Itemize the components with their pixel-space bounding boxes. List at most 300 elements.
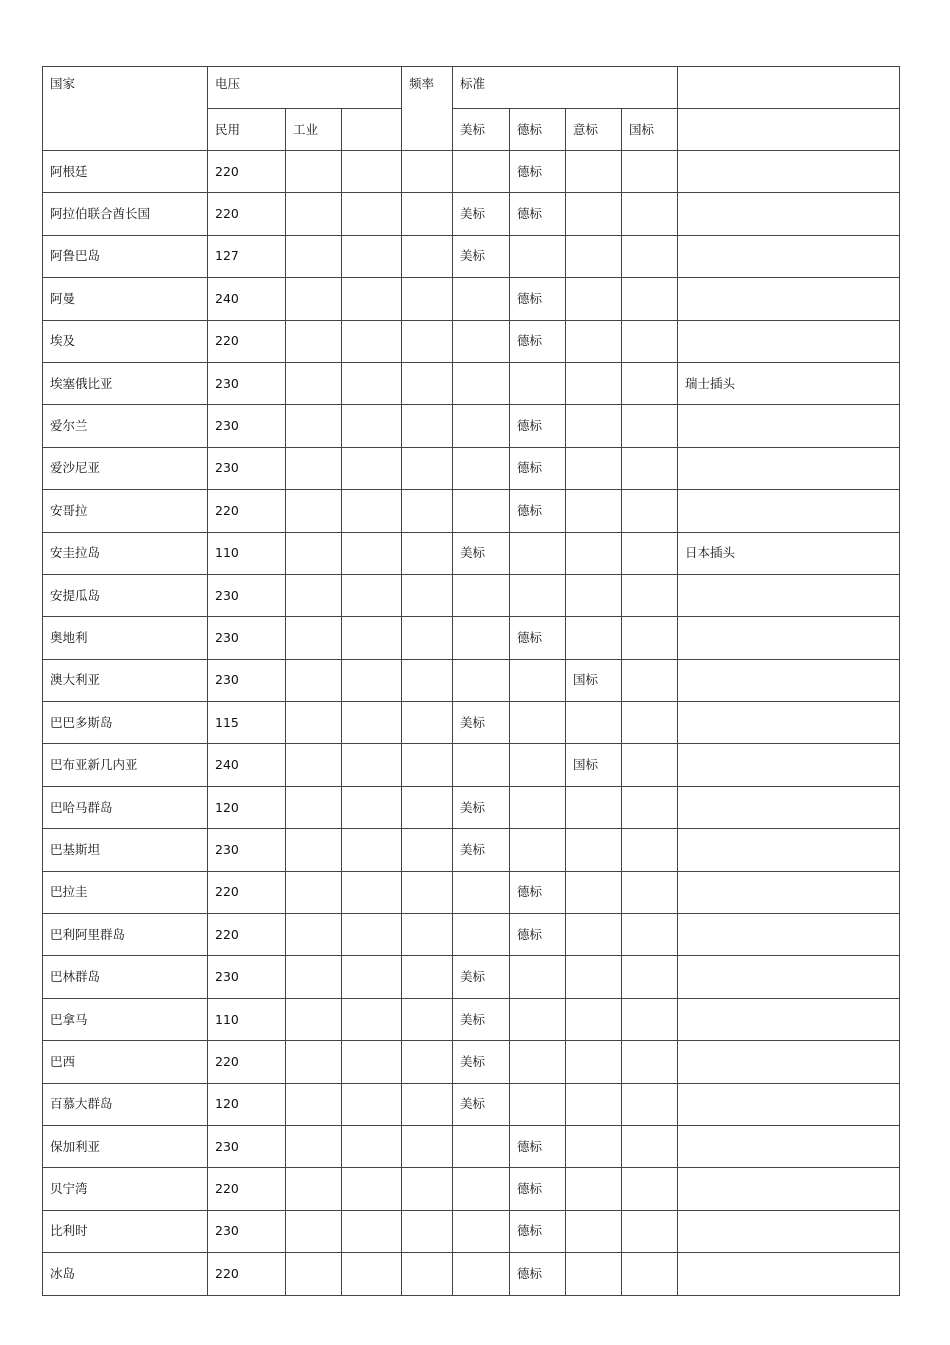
voltage-extra-cell xyxy=(342,786,402,828)
frequency-cell xyxy=(402,362,453,404)
table-row xyxy=(43,659,900,701)
voltage-extra-cell xyxy=(342,574,402,616)
note-cell xyxy=(678,871,900,913)
residential-voltage-cell: 230 xyxy=(208,447,286,489)
note-cell xyxy=(678,320,900,362)
us-standard-cell xyxy=(453,871,510,913)
intl-standard-cell xyxy=(622,1125,678,1167)
table-row xyxy=(43,1125,900,1167)
table-row xyxy=(43,278,900,320)
us-standard-cell xyxy=(453,362,510,404)
residential-voltage-cell: 230 xyxy=(208,1125,286,1167)
header-intl-standard: 国标 xyxy=(622,109,678,151)
voltage-extra-cell xyxy=(342,998,402,1040)
voltage-extra-cell xyxy=(342,659,402,701)
frequency-cell xyxy=(402,151,453,193)
note-cell xyxy=(678,914,900,956)
industrial-voltage-cell xyxy=(286,490,342,532)
it-standard-cell xyxy=(566,998,622,1040)
industrial-voltage-cell xyxy=(286,235,342,277)
frequency-cell xyxy=(402,871,453,913)
note-cell: 日本插头 xyxy=(678,532,900,574)
frequency-cell xyxy=(402,829,453,871)
intl-standard-cell xyxy=(622,1253,678,1295)
frequency-cell xyxy=(402,956,453,998)
intl-standard-cell xyxy=(622,998,678,1040)
residential-voltage-cell: 230 xyxy=(208,1210,286,1252)
note-cell xyxy=(678,235,900,277)
frequency-cell xyxy=(402,532,453,574)
frequency-cell xyxy=(402,235,453,277)
voltage-extra-cell xyxy=(342,151,402,193)
intl-standard-cell xyxy=(622,786,678,828)
frequency-cell xyxy=(402,405,453,447)
voltage-extra-cell xyxy=(342,278,402,320)
header-row-1 xyxy=(43,67,900,109)
table-row xyxy=(43,235,900,277)
us-standard-cell xyxy=(453,914,510,956)
country-cell: 巴拿马 xyxy=(43,998,208,1040)
note-cell xyxy=(678,1253,900,1295)
us-standard-cell xyxy=(453,574,510,616)
note-cell xyxy=(678,490,900,532)
us-standard-cell xyxy=(453,490,510,532)
de-standard-cell: 德标 xyxy=(510,278,566,320)
residential-voltage-cell: 230 xyxy=(208,362,286,404)
voltage-extra-cell xyxy=(342,871,402,913)
industrial-voltage-cell xyxy=(286,617,342,659)
us-standard-cell xyxy=(453,1253,510,1295)
header-it-standard: 意标 xyxy=(566,109,622,151)
it-standard-cell xyxy=(566,490,622,532)
country-cell: 安提瓜岛 xyxy=(43,574,208,616)
residential-voltage-cell: 240 xyxy=(208,278,286,320)
header-us-standard: 美标 xyxy=(453,109,510,151)
us-standard-cell: 美标 xyxy=(453,786,510,828)
country-cell: 澳大利亚 xyxy=(43,659,208,701)
country-cell: 巴利阿里群岛 xyxy=(43,914,208,956)
table-row xyxy=(43,1253,900,1295)
industrial-voltage-cell xyxy=(286,532,342,574)
industrial-voltage-cell xyxy=(286,998,342,1040)
residential-voltage-cell: 230 xyxy=(208,829,286,871)
intl-standard-cell xyxy=(622,1083,678,1125)
frequency-cell xyxy=(402,193,453,235)
table-row xyxy=(43,1041,900,1083)
country-cell: 比利时 xyxy=(43,1210,208,1252)
country-cell: 爱沙尼亚 xyxy=(43,447,208,489)
us-standard-cell xyxy=(453,1168,510,1210)
note-cell xyxy=(678,998,900,1040)
intl-standard-cell xyxy=(622,447,678,489)
voltage-extra-cell xyxy=(342,1083,402,1125)
intl-standard-cell xyxy=(622,829,678,871)
frequency-cell xyxy=(402,1041,453,1083)
de-standard-cell xyxy=(510,1041,566,1083)
frequency-cell xyxy=(402,744,453,786)
country-cell: 巴西 xyxy=(43,1041,208,1083)
table-row xyxy=(43,914,900,956)
de-standard-cell xyxy=(510,532,566,574)
industrial-voltage-cell xyxy=(286,447,342,489)
table-row xyxy=(43,193,900,235)
intl-standard-cell xyxy=(622,362,678,404)
intl-standard-cell xyxy=(622,1210,678,1252)
note-cell xyxy=(678,151,900,193)
us-standard-cell xyxy=(453,1210,510,1252)
table-row xyxy=(43,744,900,786)
note-cell xyxy=(678,659,900,701)
country-cell: 埃塞俄比亚 xyxy=(43,362,208,404)
us-standard-cell: 美标 xyxy=(453,235,510,277)
de-standard-cell xyxy=(510,574,566,616)
country-cell: 保加利亚 xyxy=(43,1125,208,1167)
table-row xyxy=(43,447,900,489)
header-frequency: 频率 xyxy=(402,67,453,151)
intl-standard-cell xyxy=(622,574,678,616)
table-row xyxy=(43,320,900,362)
de-standard-cell: 德标 xyxy=(510,405,566,447)
table-row xyxy=(43,490,900,532)
it-standard-cell xyxy=(566,1168,622,1210)
intl-standard-cell xyxy=(622,320,678,362)
us-standard-cell xyxy=(453,1125,510,1167)
industrial-voltage-cell xyxy=(286,320,342,362)
intl-standard-cell xyxy=(622,617,678,659)
frequency-cell xyxy=(402,278,453,320)
residential-voltage-cell: 110 xyxy=(208,532,286,574)
table-row xyxy=(43,151,900,193)
it-standard-cell xyxy=(566,914,622,956)
note-cell xyxy=(678,956,900,998)
country-cell: 百慕大群岛 xyxy=(43,1083,208,1125)
us-standard-cell xyxy=(453,405,510,447)
residential-voltage-cell: 220 xyxy=(208,871,286,913)
table-body xyxy=(43,151,900,1296)
country-cell: 巴拉圭 xyxy=(43,871,208,913)
industrial-voltage-cell xyxy=(286,574,342,616)
voltage-extra-cell xyxy=(342,829,402,871)
frequency-cell xyxy=(402,574,453,616)
us-standard-cell xyxy=(453,617,510,659)
us-standard-cell: 美标 xyxy=(453,702,510,744)
country-cell: 巴林群岛 xyxy=(43,956,208,998)
intl-standard-cell xyxy=(622,193,678,235)
country-cell: 安哥拉 xyxy=(43,490,208,532)
residential-voltage-cell: 230 xyxy=(208,659,286,701)
de-standard-cell xyxy=(510,362,566,404)
header-voltage-extra xyxy=(342,109,402,151)
table-row xyxy=(43,871,900,913)
header-note xyxy=(678,109,900,151)
voltage-extra-cell xyxy=(342,362,402,404)
de-standard-cell xyxy=(510,659,566,701)
de-standard-cell xyxy=(510,744,566,786)
country-cell: 巴基斯坦 xyxy=(43,829,208,871)
note-cell xyxy=(678,1210,900,1252)
residential-voltage-cell: 220 xyxy=(208,1253,286,1295)
note-cell xyxy=(678,744,900,786)
frequency-cell xyxy=(402,914,453,956)
de-standard-cell: 德标 xyxy=(510,617,566,659)
it-standard-cell xyxy=(566,702,622,744)
us-standard-cell: 美标 xyxy=(453,829,510,871)
us-standard-cell: 美标 xyxy=(453,998,510,1040)
it-standard-cell xyxy=(566,320,622,362)
voltage-extra-cell xyxy=(342,193,402,235)
table-row xyxy=(43,1083,900,1125)
voltage-extra-cell xyxy=(342,320,402,362)
it-standard-cell xyxy=(566,829,622,871)
us-standard-cell xyxy=(453,447,510,489)
residential-voltage-cell: 220 xyxy=(208,193,286,235)
voltage-extra-cell xyxy=(342,744,402,786)
residential-voltage-cell: 220 xyxy=(208,914,286,956)
us-standard-cell xyxy=(453,659,510,701)
intl-standard-cell xyxy=(622,1168,678,1210)
de-standard-cell: 德标 xyxy=(510,447,566,489)
intl-standard-cell xyxy=(622,956,678,998)
header-extra xyxy=(678,67,900,109)
intl-standard-cell xyxy=(622,659,678,701)
it-standard-cell xyxy=(566,151,622,193)
industrial-voltage-cell xyxy=(286,1253,342,1295)
table-row xyxy=(43,786,900,828)
industrial-voltage-cell xyxy=(286,151,342,193)
frequency-cell xyxy=(402,447,453,489)
country-cell: 爱尔兰 xyxy=(43,405,208,447)
it-standard-cell xyxy=(566,1083,622,1125)
industrial-voltage-cell xyxy=(286,278,342,320)
note-cell xyxy=(678,193,900,235)
it-standard-cell xyxy=(566,235,622,277)
it-standard-cell xyxy=(566,1041,622,1083)
country-cell: 安圭拉岛 xyxy=(43,532,208,574)
header-residential: 民用 xyxy=(208,109,286,151)
residential-voltage-cell: 230 xyxy=(208,956,286,998)
industrial-voltage-cell xyxy=(286,956,342,998)
de-standard-cell: 德标 xyxy=(510,193,566,235)
de-standard-cell: 德标 xyxy=(510,1125,566,1167)
residential-voltage-cell: 115 xyxy=(208,702,286,744)
de-standard-cell xyxy=(510,829,566,871)
note-cell xyxy=(678,1125,900,1167)
residential-voltage-cell: 240 xyxy=(208,744,286,786)
note-cell xyxy=(678,786,900,828)
us-standard-cell: 美标 xyxy=(453,193,510,235)
us-standard-cell xyxy=(453,151,510,193)
country-cell: 阿根廷 xyxy=(43,151,208,193)
voltage-extra-cell xyxy=(342,405,402,447)
note-cell: 瑞士插头 xyxy=(678,362,900,404)
voltage-extra-cell xyxy=(342,617,402,659)
de-standard-cell: 德标 xyxy=(510,1168,566,1210)
voltage-extra-cell xyxy=(342,235,402,277)
residential-voltage-cell: 220 xyxy=(208,1168,286,1210)
voltage-extra-cell xyxy=(342,1253,402,1295)
industrial-voltage-cell xyxy=(286,1168,342,1210)
table-row xyxy=(43,998,900,1040)
country-cell: 巴布亚新几内亚 xyxy=(43,744,208,786)
table-row xyxy=(43,405,900,447)
table-row xyxy=(43,1168,900,1210)
industrial-voltage-cell xyxy=(286,362,342,404)
us-standard-cell: 美标 xyxy=(453,1041,510,1083)
frequency-cell xyxy=(402,702,453,744)
voltage-extra-cell xyxy=(342,1125,402,1167)
it-standard-cell xyxy=(566,617,622,659)
it-standard-cell xyxy=(566,1253,622,1295)
de-standard-cell xyxy=(510,786,566,828)
table-row xyxy=(43,574,900,616)
de-standard-cell xyxy=(510,702,566,744)
residential-voltage-cell: 220 xyxy=(208,490,286,532)
industrial-voltage-cell xyxy=(286,1041,342,1083)
frequency-cell xyxy=(402,320,453,362)
note-cell xyxy=(678,617,900,659)
us-standard-cell xyxy=(453,278,510,320)
de-standard-cell: 德标 xyxy=(510,1210,566,1252)
country-cell: 巴哈马群岛 xyxy=(43,786,208,828)
intl-standard-cell xyxy=(622,405,678,447)
frequency-cell xyxy=(402,617,453,659)
residential-voltage-cell: 110 xyxy=(208,998,286,1040)
frequency-cell xyxy=(402,998,453,1040)
residential-voltage-cell: 230 xyxy=(208,617,286,659)
frequency-cell xyxy=(402,1125,453,1167)
us-standard-cell: 美标 xyxy=(453,532,510,574)
it-standard-cell: 国标 xyxy=(566,659,622,701)
industrial-voltage-cell xyxy=(286,1083,342,1125)
note-cell xyxy=(678,1041,900,1083)
de-standard-cell: 德标 xyxy=(510,490,566,532)
it-standard-cell xyxy=(566,1210,622,1252)
frequency-cell xyxy=(402,1168,453,1210)
us-standard-cell xyxy=(453,320,510,362)
frequency-cell xyxy=(402,1083,453,1125)
it-standard-cell xyxy=(566,193,622,235)
frequency-cell xyxy=(402,1253,453,1295)
voltage-extra-cell xyxy=(342,914,402,956)
industrial-voltage-cell xyxy=(286,786,342,828)
industrial-voltage-cell xyxy=(286,193,342,235)
intl-standard-cell xyxy=(622,871,678,913)
residential-voltage-cell: 220 xyxy=(208,320,286,362)
it-standard-cell xyxy=(566,405,622,447)
intl-standard-cell xyxy=(622,278,678,320)
intl-standard-cell xyxy=(622,744,678,786)
voltage-extra-cell xyxy=(342,490,402,532)
industrial-voltage-cell xyxy=(286,1210,342,1252)
de-standard-cell: 德标 xyxy=(510,151,566,193)
residential-voltage-cell: 220 xyxy=(208,1041,286,1083)
table-row xyxy=(43,362,900,404)
header-standard: 标准 xyxy=(453,67,678,109)
intl-standard-cell xyxy=(622,490,678,532)
voltage-extra-cell xyxy=(342,1168,402,1210)
frequency-cell xyxy=(402,786,453,828)
us-standard-cell: 美标 xyxy=(453,956,510,998)
frequency-cell xyxy=(402,659,453,701)
note-cell xyxy=(678,447,900,489)
residential-voltage-cell: 127 xyxy=(208,235,286,277)
table-row xyxy=(43,532,900,574)
country-cell: 阿鲁巴岛 xyxy=(43,235,208,277)
industrial-voltage-cell xyxy=(286,702,342,744)
intl-standard-cell xyxy=(622,532,678,574)
header-country: 国家 xyxy=(43,67,208,151)
us-standard-cell xyxy=(453,744,510,786)
it-standard-cell xyxy=(566,278,622,320)
de-standard-cell xyxy=(510,956,566,998)
header-industrial: 工业 xyxy=(286,109,342,151)
residential-voltage-cell: 120 xyxy=(208,1083,286,1125)
voltage-extra-cell xyxy=(342,1041,402,1083)
de-standard-cell: 德标 xyxy=(510,914,566,956)
country-cell: 阿曼 xyxy=(43,278,208,320)
note-cell xyxy=(678,1083,900,1125)
voltage-extra-cell xyxy=(342,1210,402,1252)
note-cell xyxy=(678,574,900,616)
table-row xyxy=(43,702,900,744)
voltage-extra-cell xyxy=(342,532,402,574)
it-standard-cell xyxy=(566,447,622,489)
country-cell: 阿拉伯联合酋长国 xyxy=(43,193,208,235)
voltage-extra-cell xyxy=(342,956,402,998)
residential-voltage-cell: 220 xyxy=(208,151,286,193)
industrial-voltage-cell xyxy=(286,829,342,871)
table-row xyxy=(43,617,900,659)
de-standard-cell: 德标 xyxy=(510,320,566,362)
industrial-voltage-cell xyxy=(286,871,342,913)
it-standard-cell xyxy=(566,362,622,404)
country-cell: 奥地利 xyxy=(43,617,208,659)
industrial-voltage-cell xyxy=(286,744,342,786)
frequency-cell xyxy=(402,1210,453,1252)
note-cell xyxy=(678,1168,900,1210)
de-standard-cell xyxy=(510,235,566,277)
industrial-voltage-cell xyxy=(286,405,342,447)
country-cell: 冰岛 xyxy=(43,1253,208,1295)
country-cell: 埃及 xyxy=(43,320,208,362)
industrial-voltage-cell xyxy=(286,1125,342,1167)
residential-voltage-cell: 230 xyxy=(208,405,286,447)
it-standard-cell xyxy=(566,786,622,828)
voltage-extra-cell xyxy=(342,447,402,489)
note-cell xyxy=(678,278,900,320)
de-standard-cell xyxy=(510,998,566,1040)
header-de-standard: 德标 xyxy=(510,109,566,151)
it-standard-cell xyxy=(566,1125,622,1167)
table-row xyxy=(43,956,900,998)
us-standard-cell: 美标 xyxy=(453,1083,510,1125)
country-cell: 贝宁湾 xyxy=(43,1168,208,1210)
country-cell: 巴巴多斯岛 xyxy=(43,702,208,744)
voltage-extra-cell xyxy=(342,702,402,744)
intl-standard-cell xyxy=(622,151,678,193)
industrial-voltage-cell xyxy=(286,659,342,701)
frequency-cell xyxy=(402,490,453,532)
it-standard-cell xyxy=(566,871,622,913)
de-standard-cell xyxy=(510,1083,566,1125)
de-standard-cell: 德标 xyxy=(510,1253,566,1295)
residential-voltage-cell: 120 xyxy=(208,786,286,828)
industrial-voltage-cell xyxy=(286,914,342,956)
voltage-plug-table xyxy=(42,66,900,1296)
residential-voltage-cell: 230 xyxy=(208,574,286,616)
note-cell xyxy=(678,405,900,447)
note-cell xyxy=(678,702,900,744)
